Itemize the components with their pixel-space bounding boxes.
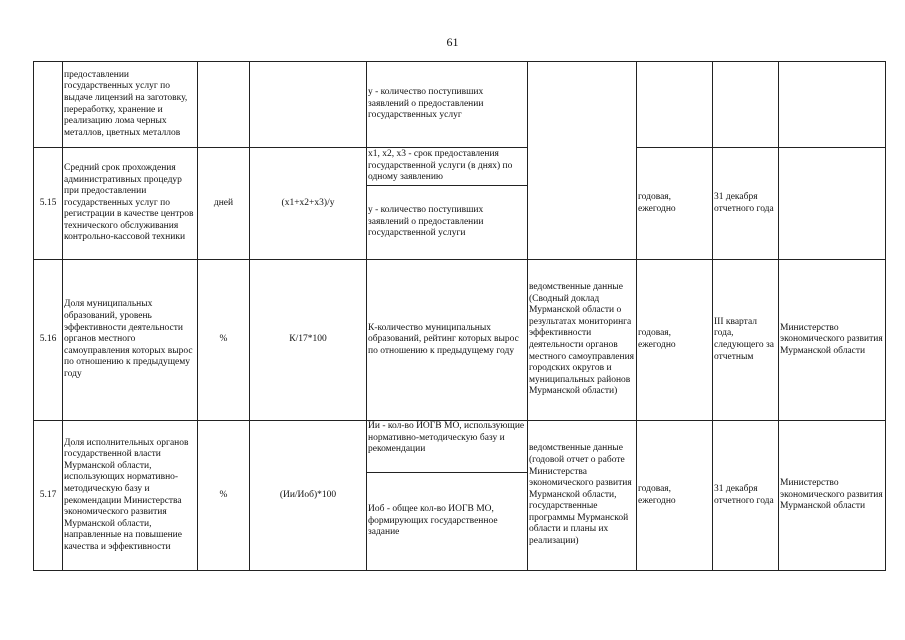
indicator-name: Доля муниципальных образований, уровень эффективности деятельности органов местного самоуправления которых вырос по отношению к предыдущему году <box>63 260 198 421</box>
variable-description: Иоб - общее кол-во ИОГВ МО, формирующих государственное задание <box>367 473 528 571</box>
variable-description: x1, x2, x3 - срок предоставления государственной услуги (в днях) по одному заявлению <box>367 148 528 186</box>
table-row <box>34 148 886 186</box>
indicators-table <box>33 61 886 571</box>
variable-description: у - количество поступивших заявлений о предоставлении государственных услуг <box>367 62 528 148</box>
unit: % <box>198 421 250 571</box>
deadline: 31 декабря отчетного года <box>713 421 779 571</box>
cell-formula <box>250 62 367 148</box>
unit: дней <box>198 148 250 260</box>
table-row <box>34 421 886 473</box>
cell-deadline <box>713 62 779 148</box>
cell-source <box>528 62 637 260</box>
indicator-name: Доля исполнительных органов государственной власти Мурманской области, использующих нормативно-методическую базу и рекомендации Министерства экономического развития Мурманской области, направленные на повышение качества и эффективности <box>63 421 198 571</box>
responsible: Министерство экономического развития Мурманской области <box>779 421 886 571</box>
variable-description: Ии - кол-во ИОГВ МО, использующие нормативно-методическую базу и рекомендации <box>367 421 528 473</box>
periodicity: годовая, ежегодно <box>637 148 713 260</box>
data-source: ведомственные данные (Сводный доклад Мурманской области о результатах мониторинга эффективности деятельности органов местного самоуправления городских округов и муниципальных районов Мурманской области) <box>528 260 637 421</box>
formula: К/17*100 <box>250 260 367 421</box>
indicator-name: предоставлении государственных услуг по выдаче лицензий на заготовку, переработку, хранение и реализацию лома черных металлов, цветных металлов <box>63 62 198 148</box>
row-number: 5.17 <box>34 421 63 571</box>
variable-description: у - количество поступивших заявлений о предоставлении государственной услуги <box>367 186 528 260</box>
deadline: III квартал года, следующего за отчетным <box>713 260 779 421</box>
indicator-name: Средний срок прохождения административных процедур при предоставлении государственных услуг по регистрации в качестве центров технического обслуживания контрольно-кассовой техники <box>63 148 198 260</box>
formula: (Ии/Иоб)*100 <box>250 421 367 571</box>
deadline: 31 декабря отчетного года <box>713 148 779 260</box>
cell-periodicity <box>637 62 713 148</box>
variable-description: К-количество муниципальных образований, рейтинг которых вырос по отношению к предыдущему году <box>367 260 528 421</box>
cell-responsible <box>779 148 886 260</box>
periodicity: годовая, ежегодно <box>637 260 713 421</box>
table-row-continuation <box>34 62 886 148</box>
cell-unit <box>198 62 250 148</box>
row-number: 5.15 <box>34 148 63 260</box>
periodicity: годовая, ежегодно <box>637 421 713 571</box>
data-source: ведомственные данные (годовой отчет о работе Министерства экономического развития Мурманской области, государственные программы Мурманской области и планы их реализации) <box>528 421 637 571</box>
unit: % <box>198 260 250 421</box>
cell-num <box>34 62 63 148</box>
responsible: Министерство экономического развития Мурманской области <box>779 260 886 421</box>
table-row <box>34 260 886 421</box>
row-number: 5.16 <box>34 260 63 421</box>
cell-responsible <box>779 62 886 148</box>
formula: (x1+x2+x3)/y <box>250 148 367 260</box>
page-number: 61 <box>446 35 459 49</box>
